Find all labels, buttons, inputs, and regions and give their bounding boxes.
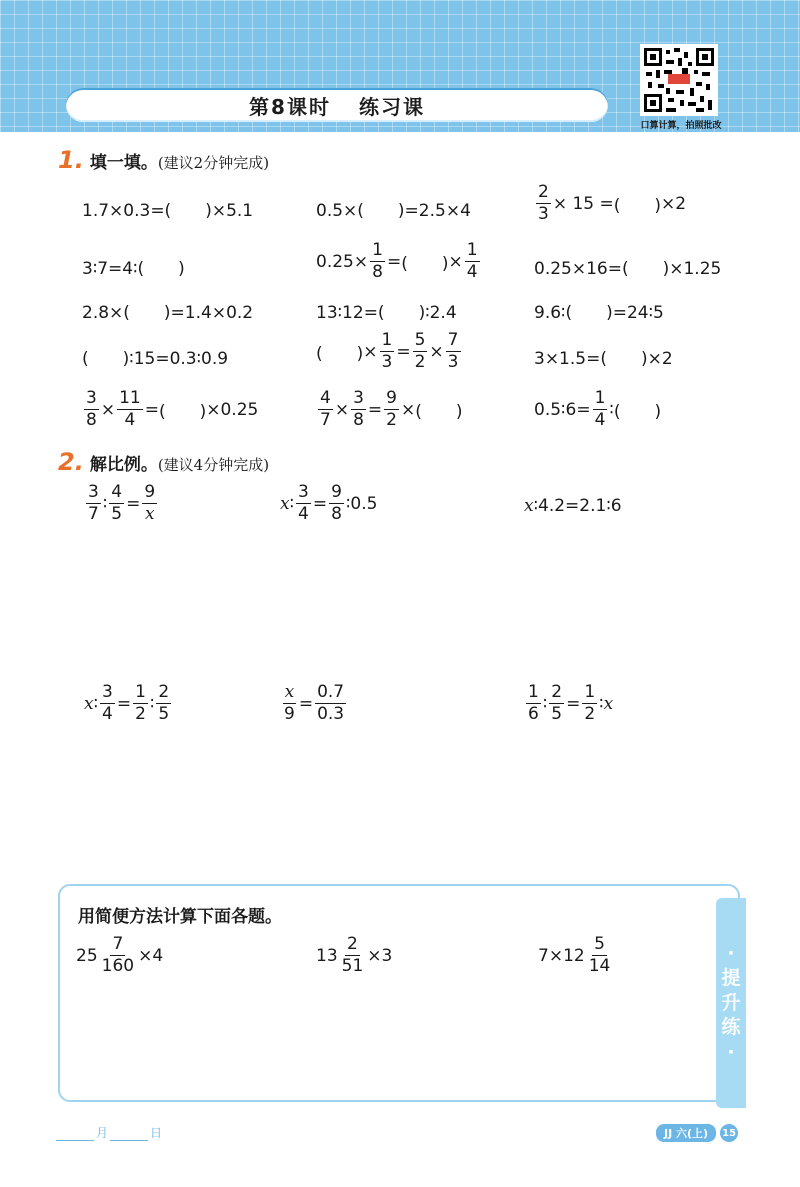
page-number: 15 <box>720 1124 738 1142</box>
fill-item-1-3: $\frac{2}{3}$ × 15 = ( ) × 2 <box>538 182 687 224</box>
fraction: $\frac{11}{4}$ <box>119 388 141 430</box>
fraction: $\frac{2}{5}$ <box>551 682 563 724</box>
fraction: $\frac{1}{4}$ <box>594 388 606 430</box>
lesson-title: 练习课 <box>358 94 425 119</box>
section-2-heading <box>58 448 269 476</box>
fill-item-3-2: 13∶12=( )∶2.4 <box>316 303 457 323</box>
proportion-item-2: x ∶ $\frac{3}{4}$ = $\frac{9}{8}$ ∶ 0.5 <box>280 482 378 524</box>
proportion-item-1: $\frac{3}{7}$ ∶ $\frac{4}{5}$ = $\frac{9}{x}$ <box>88 482 156 524</box>
fraction: $\frac{3}{4}$ <box>298 482 309 524</box>
proportion-item-4: x ∶ $\frac{3}{4}$ = $\frac{1}{2}$ ∶ $\frac{2}{5}$ <box>84 682 170 724</box>
fraction: $\frac{2}{3}$ <box>538 182 549 224</box>
bonus-item-2: 13 $\frac{2}{51}$ × 3 <box>316 934 393 976</box>
fraction: $\frac{9}{x}$ <box>144 482 156 524</box>
fraction: $\frac{2}{51}$ <box>341 934 364 976</box>
proportion-item-6: $\frac{1}{6}$ ∶ $\frac{2}{5}$ = $\frac{1}{2}$ ∶ x <box>528 682 614 724</box>
fraction: $\frac{7}{3}$ <box>447 330 459 372</box>
fill-item-5-3: 0.5 ∶ 6 = $\frac{1}{4}$ ∶ ( ) <box>534 388 662 430</box>
fraction: $\frac{4}{7}$ <box>320 388 331 430</box>
fraction: $\frac{7}{160}$ <box>101 934 135 976</box>
fraction: $\frac{4}{5}$ <box>111 482 123 524</box>
fraction: $\frac{1}{3}$ <box>381 330 393 372</box>
fraction: $\frac{x}{9}$ <box>284 682 295 724</box>
fill-item-3-3: 9.6∶( )=24∶5 <box>534 303 664 323</box>
fill-item-2-1: 3∶7=4∶( ) <box>82 259 185 279</box>
date-field <box>54 1124 162 1141</box>
section-1-number: 1. <box>58 146 84 174</box>
fraction: $\frac{5}{2}$ <box>414 330 426 372</box>
fill-item-1-1: 1.7×0.3=( )×5.1 <box>82 201 254 221</box>
fraction: $\frac{3}{4}$ <box>102 682 113 724</box>
fill-item-4-2: ( ) × $\frac{1}{3}$ = $\frac{5}{2}$ × $\frac{7}{3}$ <box>316 330 459 372</box>
fraction: $\frac{3}{7}$ <box>88 482 99 524</box>
fraction: $\frac{1}{2}$ <box>135 682 146 724</box>
bonus-title: 用简便方法计算下面各题。 <box>78 907 282 927</box>
fraction: $\frac{1}{4}$ <box>466 240 478 282</box>
fraction: $\frac{5}{14}$ <box>588 934 611 976</box>
fill-item-4-3: 3×1.5=( )×2 <box>534 349 673 369</box>
fill-item-2-3: 0.25×16=( )×1.25 <box>534 259 722 279</box>
qr-code-icon[interactable] <box>640 44 718 116</box>
bonus-item-3: 7 × 12 $\frac{5}{14}$ <box>538 934 611 976</box>
book-tag: JJ 六(上) <box>656 1124 716 1142</box>
improve-practice-tab: · 提 升 练 · <box>716 898 746 1108</box>
proportion-item-5: $\frac{x}{9}$ = $\frac{0.7}{0.3}$ <box>284 682 345 724</box>
fill-item-2-2: 0.25 × $\frac{1}{8}$ = ( ) × $\frac{1}{4}$ <box>316 240 478 282</box>
section-2-title: 解比例。 <box>89 455 158 475</box>
fraction: $\frac{1}{2}$ <box>584 682 596 724</box>
proportion-item-3: x ∶4.2=2.1∶6 <box>524 496 622 516</box>
lesson-number: 第8课时 <box>249 94 331 119</box>
qr-caption: 口算计算，拍照批改 <box>640 121 722 131</box>
fraction: $\frac{2}{5}$ <box>158 682 170 724</box>
fraction: $\frac{3}{8}$ <box>86 388 97 430</box>
fill-item-4-1: ( )∶15=0.3∶0.9 <box>82 349 229 369</box>
section-1-heading <box>58 146 269 174</box>
fraction: $\frac{1}{6}$ <box>528 682 539 724</box>
fill-item-5-2: $\frac{4}{7}$ × $\frac{3}{8}$ = $\frac{9}{2}$ × ( ) <box>320 388 463 430</box>
section-1-hint: (建议2分钟完成) <box>157 154 270 172</box>
bonus-item-1: 25 $\frac{7}{160}$ × 4 <box>76 934 164 976</box>
section-1-title: 填一填。 <box>89 153 158 173</box>
month-label: 月 <box>96 1126 109 1140</box>
section-2-hint: (建议4分钟完成) <box>157 456 270 474</box>
fraction: $\frac{1}{8}$ <box>372 240 383 282</box>
page-footer <box>656 1124 738 1142</box>
fraction: $\frac{0.7}{0.3}$ <box>317 682 345 724</box>
fill-item-1-2: 0.5×( )=2.5×4 <box>316 201 471 221</box>
section-2-number: 2. <box>58 448 84 476</box>
fraction: $\frac{9}{8}$ <box>331 482 342 524</box>
fraction: $\frac{3}{8}$ <box>353 388 364 430</box>
fill-item-3-1: 2.8×( )=1.4×0.2 <box>82 303 254 323</box>
page-title <box>66 88 608 122</box>
day-label: 日 <box>150 1126 163 1140</box>
fraction: $\frac{9}{2}$ <box>386 388 397 430</box>
fill-item-5-1: $\frac{3}{8}$ × $\frac{11}{4}$ = ( ) × 0.25 <box>86 388 259 430</box>
